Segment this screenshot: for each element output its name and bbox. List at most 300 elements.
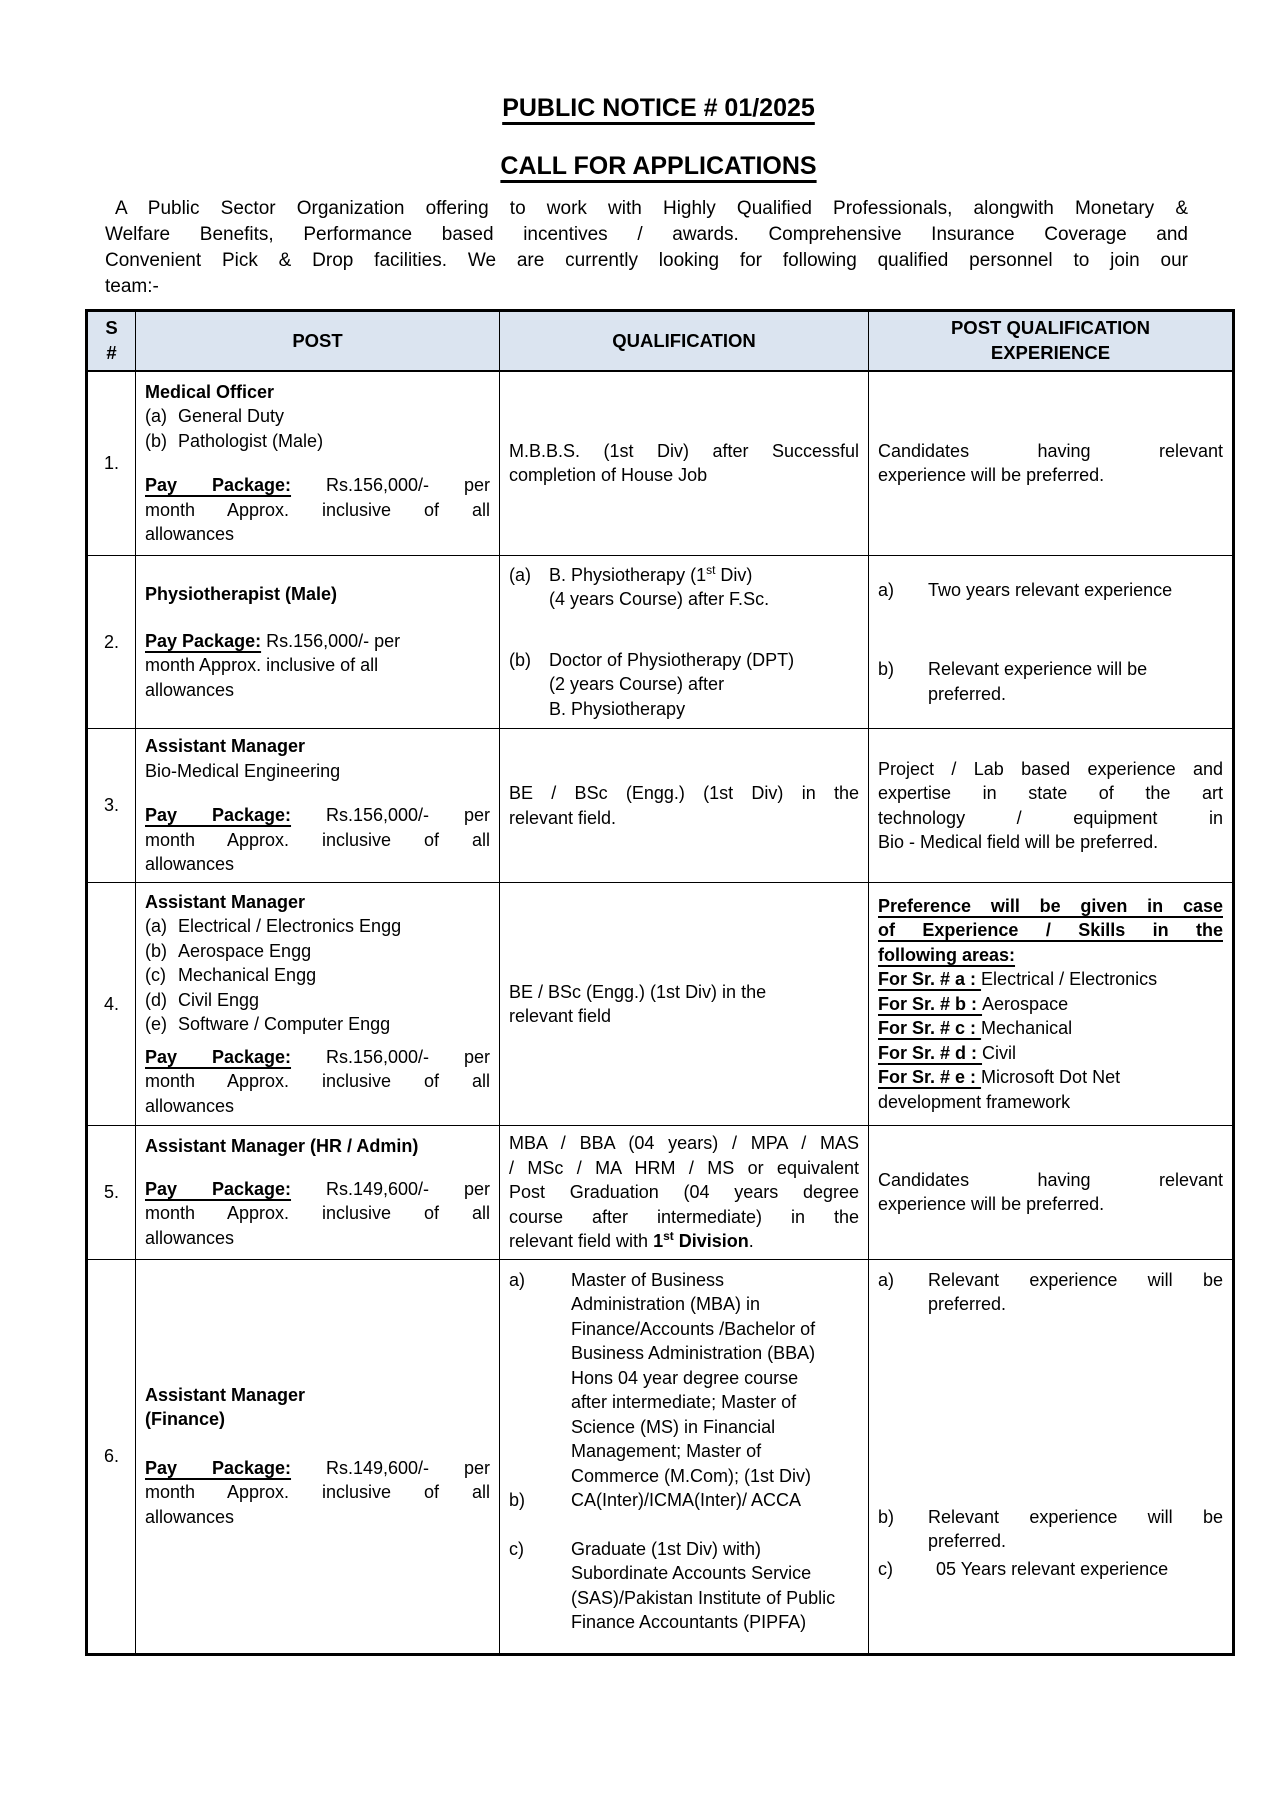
text-block bbox=[509, 781, 859, 830]
text-block bbox=[145, 914, 490, 939]
cell-post bbox=[136, 729, 500, 883]
text-line bbox=[509, 806, 859, 831]
text-line bbox=[878, 1557, 1223, 1582]
text-line bbox=[509, 781, 859, 806]
cell-serial-number: 6. bbox=[87, 1259, 136, 1654]
text-run: For Sr. # a : bbox=[878, 969, 982, 990]
cell-qualification bbox=[500, 371, 869, 556]
text-block bbox=[145, 380, 490, 405]
text-run: preferred. bbox=[928, 683, 1007, 704]
text-block bbox=[509, 1537, 859, 1635]
text-run: relevant field bbox=[509, 1006, 612, 1026]
text-line bbox=[145, 939, 490, 964]
text-line bbox=[509, 1317, 859, 1342]
text-run: Commerce (M.Com); (1st Div) bbox=[571, 1465, 812, 1486]
text-line bbox=[145, 629, 490, 654]
text-block bbox=[878, 967, 1223, 992]
text-block bbox=[145, 1012, 490, 1037]
text-line bbox=[509, 1205, 859, 1230]
cell-post bbox=[136, 1126, 500, 1260]
header-line: QUALIFICATION bbox=[612, 329, 756, 351]
header-line: EXPERIENCE bbox=[990, 341, 1111, 363]
header-cell-post bbox=[136, 311, 500, 371]
text-run: month Approx. inclusive of all bbox=[145, 655, 379, 675]
text-run: Div) bbox=[715, 564, 753, 585]
text-line bbox=[509, 1004, 859, 1029]
text-run: allowances bbox=[145, 524, 235, 545]
text-line bbox=[878, 682, 1223, 707]
header-row bbox=[87, 311, 1234, 371]
text-line bbox=[878, 918, 1223, 943]
text-block bbox=[145, 963, 490, 988]
intro-line: Welfare Benefits, Performance based incentives / awards. Comprehensive Insurance Coverage and bbox=[105, 224, 1188, 245]
text-block bbox=[145, 429, 490, 454]
text-line bbox=[509, 1439, 859, 1464]
text-run: preferred. bbox=[928, 1531, 1007, 1551]
list-marker: a) bbox=[509, 1269, 526, 1290]
list-marker: (d) bbox=[145, 989, 167, 1010]
text-line bbox=[145, 380, 490, 405]
text-line bbox=[878, 781, 1223, 806]
call-for-applications-text: CALL FOR APPLICATIONS bbox=[500, 152, 817, 180]
text-block bbox=[878, 757, 1223, 855]
text-line bbox=[878, 578, 1223, 603]
text-run: (Finance) bbox=[145, 1409, 226, 1430]
text-line bbox=[878, 1016, 1223, 1041]
text-run: expertise in state of the art bbox=[878, 783, 1223, 803]
text-run: month Approx. inclusive of all bbox=[145, 829, 490, 850]
text-run: Assistant Manager (HR / Admin) bbox=[145, 1136, 419, 1157]
text-run: Project / Lab based experience and bbox=[878, 758, 1223, 779]
list-marker: a) bbox=[878, 1269, 895, 1290]
text-block bbox=[509, 439, 859, 488]
text-run: BE / BSc (Engg.) (1st Div) in the bbox=[509, 783, 859, 803]
text-run: Pay Package: bbox=[145, 1178, 292, 1199]
text-run: Rs.149,600/- per bbox=[291, 1457, 491, 1478]
vacancy-table-header bbox=[87, 311, 1234, 371]
cell-qualification bbox=[500, 1259, 869, 1654]
text-run: Candidates having relevant bbox=[878, 440, 1223, 461]
list-marker: b) bbox=[878, 1506, 895, 1527]
text-run: Division bbox=[673, 1231, 749, 1251]
text-run: Pay Package: bbox=[145, 475, 292, 496]
text-line bbox=[145, 582, 490, 607]
text-run: Rs.156,000/- per bbox=[291, 805, 491, 826]
text-line bbox=[509, 1488, 859, 1513]
text-block bbox=[878, 894, 1223, 968]
text-block bbox=[509, 1488, 859, 1513]
text-run: st bbox=[663, 1229, 674, 1243]
text-line bbox=[509, 463, 859, 488]
list-marker: (b) bbox=[145, 430, 167, 451]
text-block bbox=[145, 582, 490, 607]
text-line bbox=[878, 657, 1223, 682]
text-run: Management; Master of bbox=[571, 1441, 762, 1461]
text-line bbox=[145, 914, 490, 939]
text-line bbox=[509, 1561, 859, 1586]
text-line bbox=[509, 587, 859, 612]
list-marker: (e) bbox=[145, 1014, 167, 1035]
text-line bbox=[878, 757, 1223, 782]
text-block bbox=[878, 1016, 1223, 1041]
text-line bbox=[878, 1065, 1223, 1090]
text-run: course after intermediate) in the bbox=[509, 1206, 859, 1227]
text-block bbox=[145, 1177, 490, 1251]
document-header bbox=[85, 92, 1232, 182]
text-line bbox=[878, 1090, 1223, 1115]
text-line bbox=[145, 852, 490, 877]
text-line bbox=[878, 1292, 1223, 1317]
text-run: For Sr. # b : bbox=[878, 993, 983, 1014]
text-run: Rs.156,000/- per bbox=[291, 475, 491, 496]
text-run: CA(Inter)/ICMA(Inter)/ ACCA bbox=[571, 1490, 802, 1510]
text-run: (4 years Course) after F.Sc. bbox=[549, 589, 770, 610]
cell-qualification bbox=[500, 883, 869, 1126]
text-line bbox=[509, 563, 859, 588]
list-marker: b) bbox=[878, 659, 895, 680]
text-block bbox=[145, 1134, 490, 1159]
text-line bbox=[145, 678, 490, 703]
text-line bbox=[145, 1407, 490, 1432]
text-line bbox=[509, 1292, 859, 1317]
text-line bbox=[145, 734, 490, 759]
text-line bbox=[145, 1383, 490, 1408]
vacancy-table-body bbox=[87, 371, 1234, 1655]
text-block bbox=[878, 1041, 1223, 1066]
text-run: Graduate (1st Div) with) bbox=[571, 1538, 762, 1559]
text-line bbox=[145, 473, 490, 498]
text-run: allowances bbox=[145, 1506, 235, 1527]
text-line bbox=[509, 1156, 859, 1181]
text-block bbox=[878, 992, 1223, 1017]
text-block bbox=[145, 734, 490, 783]
text-line bbox=[509, 1341, 859, 1366]
text-line bbox=[145, 988, 490, 1013]
text-run: Pay Package: bbox=[145, 805, 292, 826]
text-run: Mechanical Engg bbox=[178, 965, 317, 986]
cell-experience bbox=[869, 729, 1234, 883]
text-run: Assistant Manager bbox=[145, 891, 306, 912]
table-row bbox=[87, 556, 1234, 729]
header-line: # bbox=[106, 341, 117, 363]
cell-experience bbox=[869, 556, 1234, 729]
text-line bbox=[145, 828, 490, 853]
text-run: B. Physiotherapy (1 bbox=[549, 564, 707, 585]
text-run: Bio - Medical field will be preferred. bbox=[878, 832, 1159, 852]
text-run: month Approx. inclusive of all bbox=[145, 1482, 490, 1503]
text-run: Bio-Medical Engineering bbox=[145, 760, 341, 781]
text-line bbox=[878, 1268, 1223, 1293]
text-run: month Approx. inclusive of all bbox=[145, 1203, 490, 1224]
text-run: For Sr. # d : bbox=[878, 1042, 983, 1063]
text-line bbox=[878, 1192, 1223, 1217]
text-line bbox=[145, 429, 490, 454]
text-block bbox=[145, 473, 490, 547]
text-line bbox=[145, 1134, 490, 1159]
text-run: Assistant Manager bbox=[145, 736, 306, 757]
intro-line: A Public Sector Organization offering to work with Highly Qualified Professionals, alongwith Monetary & bbox=[115, 198, 1188, 219]
text-line bbox=[878, 830, 1223, 855]
text-line bbox=[509, 1537, 859, 1562]
text-line bbox=[145, 404, 490, 429]
text-run: completion of House Job bbox=[509, 465, 708, 486]
table-row bbox=[87, 1126, 1234, 1260]
intro-line: team:- bbox=[105, 276, 159, 297]
list-marker: (c) bbox=[145, 965, 166, 986]
text-line bbox=[145, 1201, 490, 1226]
list-marker: (a) bbox=[145, 406, 167, 427]
text-run: Post Graduation (04 years degree bbox=[509, 1182, 859, 1202]
text-run: experience will be preferred. bbox=[878, 465, 1105, 486]
text-run: Civil bbox=[982, 1042, 1017, 1063]
text-block bbox=[878, 1168, 1223, 1217]
text-line bbox=[509, 672, 859, 697]
text-line bbox=[145, 1226, 490, 1251]
list-marker: a) bbox=[878, 579, 895, 600]
text-block bbox=[878, 1268, 1223, 1317]
text-block bbox=[145, 890, 490, 915]
text-line bbox=[509, 1131, 859, 1156]
text-block bbox=[878, 657, 1223, 706]
text-block bbox=[145, 404, 490, 429]
text-run: Doctor of Physiotherapy (DPT) bbox=[549, 649, 795, 670]
text-line bbox=[878, 894, 1223, 919]
text-block bbox=[878, 1557, 1223, 1582]
header-cell-sn bbox=[87, 311, 136, 371]
text-run: Physiotherapist (Male) bbox=[145, 584, 338, 604]
text-run: / MSc / MA HRM / MS or equivalent bbox=[509, 1157, 859, 1178]
text-line bbox=[878, 1041, 1223, 1066]
table-row bbox=[87, 1259, 1234, 1654]
header-cell-experience bbox=[869, 311, 1234, 371]
text-run: B. Physiotherapy bbox=[549, 698, 686, 719]
text-run: Business Administration (BBA) bbox=[571, 1343, 816, 1363]
text-run: Pay Package: bbox=[145, 1046, 292, 1067]
notice-number-text: PUBLIC NOTICE # 01/2025 bbox=[502, 94, 815, 122]
text-run: (2 years Course) after bbox=[549, 674, 725, 695]
text-run: . bbox=[748, 1231, 754, 1251]
text-line bbox=[509, 1610, 859, 1635]
table-row bbox=[87, 883, 1234, 1126]
text-line bbox=[509, 439, 859, 464]
text-run: allowances bbox=[145, 1227, 235, 1248]
text-block bbox=[145, 939, 490, 964]
text-run: Two years relevant experience bbox=[928, 579, 1173, 600]
text-line bbox=[145, 803, 490, 828]
text-line bbox=[509, 980, 859, 1005]
text-run: MBA / BBA (04 years) / MPA / MAS bbox=[509, 1133, 859, 1153]
table-row bbox=[87, 371, 1234, 556]
cell-experience bbox=[869, 371, 1234, 556]
text-block bbox=[509, 563, 859, 612]
text-line bbox=[878, 1505, 1223, 1530]
text-block bbox=[509, 1268, 859, 1489]
text-block bbox=[145, 629, 490, 703]
text-run: following areas: bbox=[878, 944, 1016, 965]
text-run: Mechanical bbox=[981, 1018, 1073, 1039]
text-run: Software / Computer Engg bbox=[178, 1014, 391, 1035]
intro-line: Convenient Pick & Drop facilities. We are currently looking for following qualified personnel to join our bbox=[105, 250, 1188, 271]
text-run: st bbox=[706, 562, 716, 577]
text-line bbox=[878, 439, 1223, 464]
call-for-applications-title bbox=[85, 150, 1232, 182]
text-line bbox=[509, 1464, 859, 1489]
text-run: 05 Years relevant experience bbox=[936, 1558, 1169, 1579]
text-run: Preference will be given in case bbox=[878, 895, 1223, 916]
text-run: General Duty bbox=[178, 406, 285, 427]
cell-serial-number: 5. bbox=[87, 1126, 136, 1260]
header-cell-qualification bbox=[500, 311, 869, 371]
text-run: Pay Package: bbox=[145, 630, 262, 651]
cell-qualification bbox=[500, 556, 869, 729]
text-run: Rs.156,000/- per bbox=[261, 630, 401, 651]
text-run: Relevant experience will be bbox=[928, 659, 1148, 680]
text-line bbox=[878, 992, 1223, 1017]
text-run: Medical Officer bbox=[145, 381, 275, 402]
header-line: S bbox=[105, 317, 118, 339]
text-run: experience will be preferred. bbox=[878, 1194, 1105, 1215]
cell-serial-number: 1. bbox=[87, 371, 136, 556]
text-run: relevant field. bbox=[509, 807, 617, 828]
text-run: allowances bbox=[145, 1095, 235, 1116]
text-line bbox=[509, 1366, 859, 1391]
text-run: development framework bbox=[878, 1091, 1071, 1112]
text-run: BE / BSc (Engg.) (1st Div) in the bbox=[509, 981, 767, 1002]
table-row bbox=[87, 729, 1234, 883]
text-line bbox=[145, 1456, 490, 1481]
vacancy-table bbox=[85, 309, 1235, 1656]
cell-experience bbox=[869, 883, 1234, 1126]
text-block bbox=[145, 1456, 490, 1530]
cell-serial-number: 3. bbox=[87, 729, 136, 883]
text-run: Rs.149,600/- per bbox=[291, 1178, 491, 1199]
text-run: For Sr. # e : bbox=[878, 1067, 982, 1088]
text-line bbox=[509, 1390, 859, 1415]
text-run: 1 bbox=[653, 1231, 664, 1251]
cell-serial-number: 2. bbox=[87, 556, 136, 729]
text-run: M.B.B.S. (1st Div) after Successful bbox=[509, 440, 859, 461]
text-run: Relevant experience will be bbox=[928, 1269, 1223, 1290]
text-run: allowances bbox=[145, 854, 235, 875]
text-run: Pay Package: bbox=[145, 1457, 292, 1478]
text-line bbox=[145, 963, 490, 988]
cell-post bbox=[136, 556, 500, 729]
text-line bbox=[509, 1180, 859, 1205]
text-line bbox=[509, 648, 859, 673]
text-block bbox=[878, 578, 1223, 603]
cell-experience bbox=[869, 1259, 1234, 1654]
text-block bbox=[145, 1383, 490, 1432]
text-run: (SAS)/Pakistan Institute of Public bbox=[571, 1587, 836, 1608]
text-run: preferred. bbox=[928, 1294, 1007, 1314]
text-run: Pathologist (Male) bbox=[178, 430, 324, 451]
text-run: Aerospace Engg bbox=[178, 940, 312, 961]
text-block bbox=[878, 1065, 1223, 1114]
text-line bbox=[145, 653, 490, 678]
text-line bbox=[145, 1480, 490, 1505]
text-run: relevant field with bbox=[509, 1231, 654, 1251]
list-marker: c) bbox=[878, 1558, 893, 1579]
list-marker: (b) bbox=[509, 649, 531, 670]
text-block bbox=[509, 1131, 859, 1254]
cell-post bbox=[136, 1259, 500, 1654]
text-run: month Approx. inclusive of all bbox=[145, 1071, 490, 1092]
text-block bbox=[878, 1505, 1223, 1554]
text-line bbox=[145, 498, 490, 523]
text-block bbox=[878, 439, 1223, 488]
text-block bbox=[145, 1045, 490, 1119]
text-run: Electrical / Electronics Engg bbox=[178, 916, 402, 937]
text-line bbox=[509, 697, 859, 722]
text-run: Civil Engg bbox=[178, 989, 260, 1010]
text-run: Candidates having relevant bbox=[878, 1169, 1223, 1190]
notice-number-title bbox=[85, 92, 1232, 124]
text-line bbox=[509, 1415, 859, 1440]
text-line bbox=[509, 1268, 859, 1293]
text-block bbox=[509, 648, 859, 722]
cell-qualification bbox=[500, 1126, 869, 1260]
text-line bbox=[145, 890, 490, 915]
text-line bbox=[878, 1168, 1223, 1193]
text-line bbox=[878, 943, 1223, 968]
text-line bbox=[145, 1177, 490, 1202]
text-block bbox=[145, 803, 490, 877]
cell-qualification bbox=[500, 729, 869, 883]
list-marker: b) bbox=[509, 1490, 526, 1510]
text-line bbox=[878, 967, 1223, 992]
text-run: of Experience / Skills in the bbox=[878, 920, 1223, 941]
text-block bbox=[509, 980, 859, 1029]
list-marker: (b) bbox=[145, 940, 167, 961]
header-line: POST bbox=[292, 329, 343, 351]
text-line bbox=[878, 806, 1223, 831]
text-run: Aerospace bbox=[982, 993, 1069, 1014]
text-line bbox=[145, 1505, 490, 1530]
text-run: technology / equipment in bbox=[878, 807, 1223, 828]
text-run: allowances bbox=[145, 679, 235, 700]
text-line bbox=[509, 1586, 859, 1611]
cell-serial-number: 4. bbox=[87, 883, 136, 1126]
text-run: Assistant Manager bbox=[145, 1384, 306, 1405]
text-line bbox=[145, 1069, 490, 1094]
cell-post bbox=[136, 371, 500, 556]
text-run: Master of Business bbox=[571, 1269, 725, 1290]
text-run: Finance/Accounts /Bachelor of bbox=[571, 1318, 816, 1339]
intro-paragraph bbox=[105, 196, 1188, 300]
text-block bbox=[145, 988, 490, 1013]
text-line bbox=[145, 759, 490, 784]
text-run: Relevant experience will be bbox=[928, 1506, 1223, 1527]
text-line bbox=[145, 522, 490, 547]
text-run: Hons 04 year degree course bbox=[571, 1367, 799, 1388]
text-run: Science (MS) in Financial bbox=[571, 1416, 776, 1437]
text-run: For Sr. # c : bbox=[878, 1018, 982, 1039]
list-marker: c) bbox=[509, 1538, 524, 1559]
text-line bbox=[145, 1012, 490, 1037]
cell-post bbox=[136, 883, 500, 1126]
header-line: POST QUALIFICATION bbox=[950, 317, 1151, 339]
text-run: after intermediate; Master of bbox=[571, 1392, 797, 1412]
text-line bbox=[878, 463, 1223, 488]
text-run: Finance Accountants (PIPFA) bbox=[571, 1612, 807, 1632]
list-marker: (a) bbox=[145, 916, 167, 937]
text-line bbox=[145, 1045, 490, 1070]
text-run: Rs.156,000/- per bbox=[291, 1046, 491, 1067]
text-line bbox=[145, 1094, 490, 1119]
text-line bbox=[509, 1229, 859, 1254]
text-run: Microsoft Dot Net bbox=[981, 1067, 1121, 1088]
list-marker: (a) bbox=[509, 564, 531, 585]
